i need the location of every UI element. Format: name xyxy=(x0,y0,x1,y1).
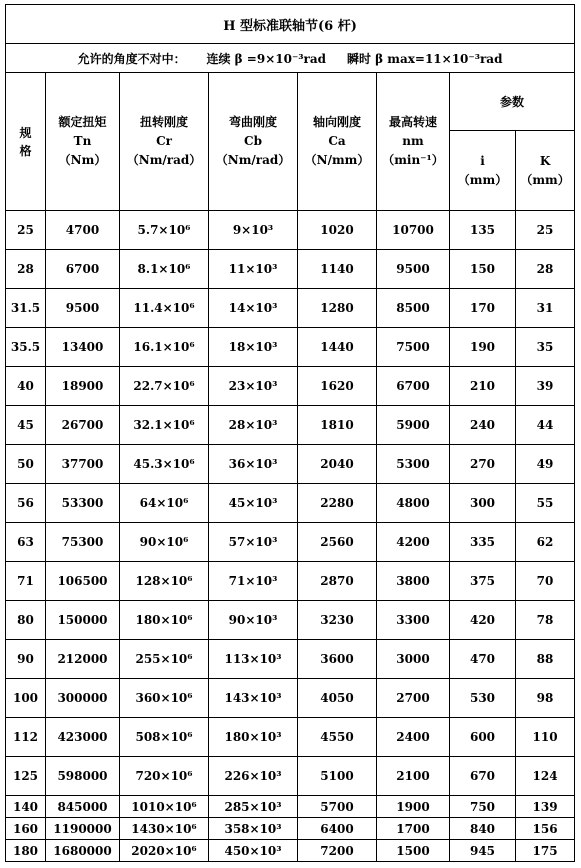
cell-speed: 6700 xyxy=(377,367,450,406)
cell-axial: 2870 xyxy=(298,562,377,601)
cell-i: 150 xyxy=(450,250,516,289)
cell-torsion: 508×10⁶ xyxy=(120,718,209,757)
cell-spec: 100 xyxy=(6,679,46,718)
header-speed-symbol: nm xyxy=(402,134,424,148)
cell-spec: 80 xyxy=(6,601,46,640)
header-axial-symbol: Ca xyxy=(328,134,346,148)
cell-torsion: 64×10⁶ xyxy=(120,484,209,523)
header-bend-unit: （Nm/rad） xyxy=(215,153,291,167)
cell-i: 530 xyxy=(450,679,516,718)
cell-axial: 6400 xyxy=(298,818,377,840)
table-row xyxy=(6,796,575,818)
table-row xyxy=(6,757,575,796)
cell-axial: 4550 xyxy=(298,718,377,757)
cell-torque: 106500 xyxy=(46,562,120,601)
cell-k: 110 xyxy=(516,718,575,757)
header-axial xyxy=(298,73,377,211)
cell-speed: 7500 xyxy=(377,328,450,367)
header-params: 参数 xyxy=(450,73,575,131)
cell-bend: 90×10³ xyxy=(209,601,298,640)
cell-speed: 10700 xyxy=(377,211,450,250)
cell-spec: 40 xyxy=(6,367,46,406)
cell-torsion: 1010×10⁶ xyxy=(120,796,209,818)
cell-torsion: 16.1×10⁶ xyxy=(120,328,209,367)
cell-axial: 2040 xyxy=(298,445,377,484)
cell-torsion: 255×10⁶ xyxy=(120,640,209,679)
cell-spec: 71 xyxy=(6,562,46,601)
cell-speed: 3000 xyxy=(377,640,450,679)
cell-i: 945 xyxy=(450,840,516,862)
cell-bend: 57×10³ xyxy=(209,523,298,562)
cell-axial: 1440 xyxy=(298,328,377,367)
cell-bend: 45×10³ xyxy=(209,484,298,523)
cell-axial: 7200 xyxy=(298,840,377,862)
cell-k: 62 xyxy=(516,523,575,562)
cell-torsion: 22.7×10⁶ xyxy=(120,367,209,406)
header-torsion-label: 扭转刚度 xyxy=(139,115,188,129)
cell-k: 28 xyxy=(516,250,575,289)
cell-speed: 4800 xyxy=(377,484,450,523)
cell-k: 25 xyxy=(516,211,575,250)
cell-spec: 45 xyxy=(6,406,46,445)
cell-i: 420 xyxy=(450,601,516,640)
cell-torque: 26700 xyxy=(46,406,120,445)
cell-torque: 53300 xyxy=(46,484,120,523)
cell-spec: 112 xyxy=(6,718,46,757)
coupling-spec-sheet xyxy=(5,4,574,862)
cell-k: 78 xyxy=(516,601,575,640)
cell-torsion: 8.1×10⁶ xyxy=(120,250,209,289)
cell-i: 135 xyxy=(450,211,516,250)
header-torsion xyxy=(120,73,209,211)
cell-axial: 1020 xyxy=(298,211,377,250)
cell-bend: 28×10³ xyxy=(209,406,298,445)
continuous-angle: 连续 β =9×10⁻³rad xyxy=(206,51,327,66)
header-torsion-unit: （Nm/rad） xyxy=(126,153,202,167)
cell-spec: 160 xyxy=(6,818,46,840)
cell-speed: 8500 xyxy=(377,289,450,328)
cell-bend: 11×10³ xyxy=(209,250,298,289)
cell-i: 335 xyxy=(450,523,516,562)
cell-i: 375 xyxy=(450,562,516,601)
cell-bend: 14×10³ xyxy=(209,289,298,328)
cell-k: 88 xyxy=(516,640,575,679)
header-i xyxy=(450,131,516,211)
cell-spec: 63 xyxy=(6,523,46,562)
cell-k: 70 xyxy=(516,562,575,601)
header-k-unit: （mm） xyxy=(520,172,570,187)
cell-torque: 18900 xyxy=(46,367,120,406)
cell-bend: 113×10³ xyxy=(209,640,298,679)
cell-axial: 1620 xyxy=(298,367,377,406)
cell-i: 470 xyxy=(450,640,516,679)
table-row xyxy=(6,484,575,523)
cell-torque: 423000 xyxy=(46,718,120,757)
cell-bend: 180×10³ xyxy=(209,718,298,757)
cell-torsion: 2020×10⁶ xyxy=(120,840,209,862)
cell-i: 670 xyxy=(450,757,516,796)
cell-speed: 5900 xyxy=(377,406,450,445)
cell-k: 175 xyxy=(516,840,575,862)
cell-axial: 4050 xyxy=(298,679,377,718)
cell-axial: 1140 xyxy=(298,250,377,289)
cell-speed: 3800 xyxy=(377,562,450,601)
cell-k: 124 xyxy=(516,757,575,796)
table-row xyxy=(6,367,575,406)
cell-i: 600 xyxy=(450,718,516,757)
cell-i: 240 xyxy=(450,406,516,445)
cell-axial: 1280 xyxy=(298,289,377,328)
cell-spec: 25 xyxy=(6,211,46,250)
cell-torsion: 45.3×10⁶ xyxy=(120,445,209,484)
header-torque-label: 额定扭矩 xyxy=(58,115,107,129)
cell-bend: 226×10³ xyxy=(209,757,298,796)
cell-torsion: 180×10⁶ xyxy=(120,601,209,640)
cell-torsion: 720×10⁶ xyxy=(120,757,209,796)
cell-torque: 75300 xyxy=(46,523,120,562)
cell-spec: 56 xyxy=(6,484,46,523)
cell-torsion: 1430×10⁶ xyxy=(120,818,209,840)
cell-torque: 13400 xyxy=(46,328,120,367)
table-row xyxy=(6,289,575,328)
cell-torque: 6700 xyxy=(46,250,120,289)
cell-spec: 31.5 xyxy=(6,289,46,328)
header-i-symbol: i xyxy=(480,153,485,168)
cell-axial: 5700 xyxy=(298,796,377,818)
cell-i: 170 xyxy=(450,289,516,328)
header-i-unit: （mm） xyxy=(457,172,508,187)
cell-torsion: 128×10⁶ xyxy=(120,562,209,601)
cell-spec: 50 xyxy=(6,445,46,484)
cell-torque: 845000 xyxy=(46,796,120,818)
header-k xyxy=(516,131,575,211)
cell-k: 156 xyxy=(516,818,575,840)
cell-spec: 140 xyxy=(6,796,46,818)
table-row xyxy=(6,818,575,840)
cell-torsion: 32.1×10⁶ xyxy=(120,406,209,445)
cell-k: 49 xyxy=(516,445,575,484)
cell-i: 300 xyxy=(450,484,516,523)
coupling-spec-table xyxy=(5,4,575,862)
table-row xyxy=(6,328,575,367)
cell-i: 840 xyxy=(450,818,516,840)
table-row xyxy=(6,640,575,679)
header-speed-label: 最高转速 xyxy=(388,115,437,129)
table-row xyxy=(6,601,575,640)
header-bend-symbol: Cb xyxy=(244,134,262,148)
header-torsion-symbol: Cr xyxy=(156,134,172,148)
cell-spec: 90 xyxy=(6,640,46,679)
cell-axial: 2560 xyxy=(298,523,377,562)
table-row xyxy=(6,211,575,250)
cell-bend: 18×10³ xyxy=(209,328,298,367)
table-title: H 型标准联轴节(6 杆) xyxy=(6,5,575,44)
cell-bend: 450×10³ xyxy=(209,840,298,862)
cell-i: 750 xyxy=(450,796,516,818)
cell-bend: 71×10³ xyxy=(209,562,298,601)
cell-speed: 2400 xyxy=(377,718,450,757)
cell-spec: 125 xyxy=(6,757,46,796)
table-row xyxy=(6,562,575,601)
cell-torsion: 90×10⁶ xyxy=(120,523,209,562)
cell-bend: 143×10³ xyxy=(209,679,298,718)
instant-angle: 瞬时 β max=11×10⁻³rad xyxy=(346,51,503,66)
header-bend-label: 弯曲刚度 xyxy=(228,115,277,129)
header-spec-label: 规格 xyxy=(19,125,32,158)
cell-speed: 1700 xyxy=(377,818,450,840)
table-row xyxy=(6,718,575,757)
cell-torque: 1680000 xyxy=(46,840,120,862)
cell-axial: 3230 xyxy=(298,601,377,640)
angle-label: 允许的角度不对中： xyxy=(77,51,186,66)
cell-torsion: 11.4×10⁶ xyxy=(120,289,209,328)
cell-speed: 4200 xyxy=(377,523,450,562)
cell-torque: 9500 xyxy=(46,289,120,328)
header-axial-unit: （N/mm） xyxy=(304,153,370,167)
cell-i: 190 xyxy=(450,328,516,367)
cell-i: 210 xyxy=(450,367,516,406)
header-torque xyxy=(46,73,120,211)
cell-bend: 9×10³ xyxy=(209,211,298,250)
cell-torque: 150000 xyxy=(46,601,120,640)
cell-speed: 1500 xyxy=(377,840,450,862)
header-speed xyxy=(377,73,450,211)
cell-bend: 358×10³ xyxy=(209,818,298,840)
cell-torque: 37700 xyxy=(46,445,120,484)
cell-k: 98 xyxy=(516,679,575,718)
cell-speed: 2100 xyxy=(377,757,450,796)
cell-torque: 4700 xyxy=(46,211,120,250)
cell-torque: 1190000 xyxy=(46,818,120,840)
cell-k: 55 xyxy=(516,484,575,523)
cell-torque: 598000 xyxy=(46,757,120,796)
cell-axial: 1810 xyxy=(298,406,377,445)
cell-torsion: 360×10⁶ xyxy=(120,679,209,718)
cell-bend: 285×10³ xyxy=(209,796,298,818)
table-row xyxy=(6,250,575,289)
cell-spec: 180 xyxy=(6,840,46,862)
cell-speed: 1900 xyxy=(377,796,450,818)
cell-speed: 3300 xyxy=(377,601,450,640)
table-row xyxy=(6,679,575,718)
header-axial-label: 轴向刚度 xyxy=(312,115,361,129)
header-spec xyxy=(6,73,46,211)
cell-i: 270 xyxy=(450,445,516,484)
cell-speed: 9500 xyxy=(377,250,450,289)
header-torque-unit: （Nm） xyxy=(58,153,107,167)
cell-speed: 5300 xyxy=(377,445,450,484)
cell-torsion: 5.7×10⁶ xyxy=(120,211,209,250)
table-row xyxy=(6,840,575,862)
header-torque-symbol: Tn xyxy=(73,134,92,148)
cell-torque: 212000 xyxy=(46,640,120,679)
angle-misalignment-row xyxy=(6,44,575,73)
cell-k: 31 xyxy=(516,289,575,328)
header-k-symbol: K xyxy=(539,153,551,168)
cell-spec: 35.5 xyxy=(6,328,46,367)
header-speed-unit: （min⁻¹） xyxy=(382,153,444,167)
header-bend xyxy=(209,73,298,211)
cell-spec: 28 xyxy=(6,250,46,289)
cell-bend: 36×10³ xyxy=(209,445,298,484)
cell-k: 44 xyxy=(516,406,575,445)
cell-axial: 5100 xyxy=(298,757,377,796)
cell-bend: 23×10³ xyxy=(209,367,298,406)
cell-k: 35 xyxy=(516,328,575,367)
table-row xyxy=(6,406,575,445)
table-row xyxy=(6,445,575,484)
cell-k: 139 xyxy=(516,796,575,818)
cell-speed: 2700 xyxy=(377,679,450,718)
cell-torque: 300000 xyxy=(46,679,120,718)
cell-k: 39 xyxy=(516,367,575,406)
cell-axial: 3600 xyxy=(298,640,377,679)
cell-axial: 2280 xyxy=(298,484,377,523)
table-row xyxy=(6,523,575,562)
